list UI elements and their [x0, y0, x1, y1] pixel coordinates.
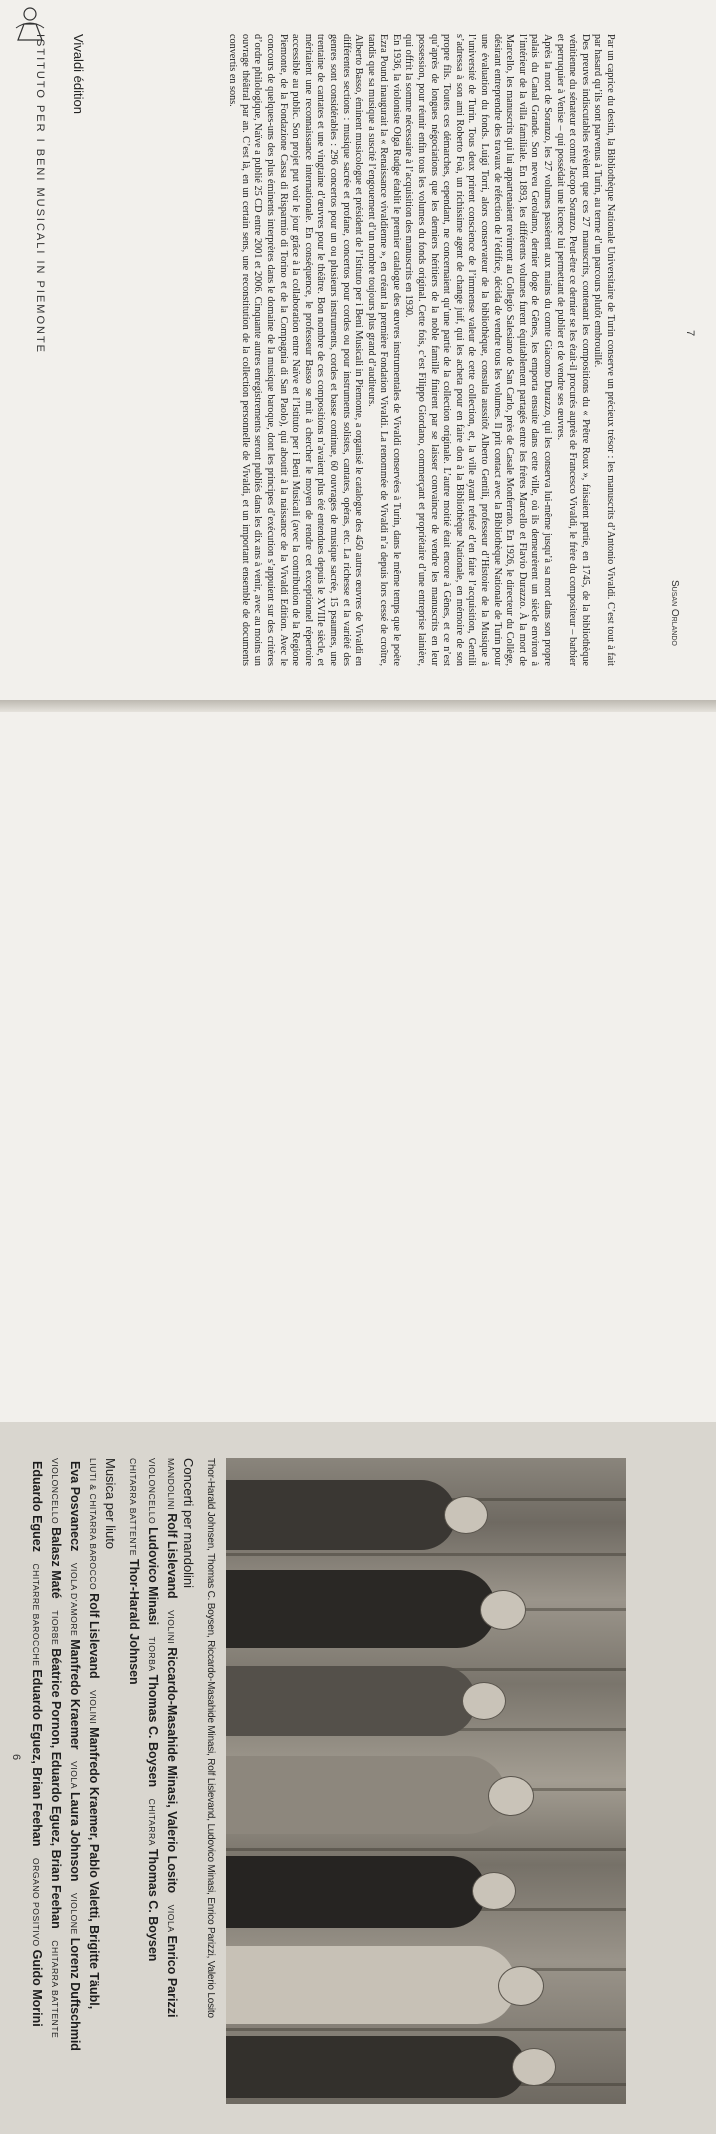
- section-title: Vivaldi édition: [71, 34, 86, 114]
- ensemble-photo: [226, 1458, 626, 2104]
- performer-name: Thomas C. Boysen: [146, 1848, 160, 1962]
- performer-name: Laura Johnson: [68, 1791, 82, 1882]
- page-6: [0, 712, 716, 2051]
- paragraph: Par un caprice du destin, la Bibliothèque Nationale Universitaire de Turin conserve un précieux trésor : les manuscrits d’Antonio Vivaldi. C’est tout à fait par hasard qu’ils sont parvenus à Turin, au terme d’un parcours plutôt embrouillé.: [592, 34, 616, 666]
- section-heading: Musica per liuto: [103, 1458, 118, 1550]
- role-label: LIUTI & CHITARRA BAROCCO: [88, 1458, 98, 1591]
- musician-head: [444, 1496, 488, 1534]
- performer-name: Thomas C. Boysen: [146, 1674, 160, 1788]
- performer-name: Rolf Lislevand: [165, 1513, 179, 1599]
- paragraph: Alberto Basso, éminent musicologue et président de l’Istituto per i Beni Musicali in Piemonte, a organisé le catalogue des 450 autres œuvres de Vivaldi en différentes sections : musique sacrée et profane, concertos pour cordes ou pour instruments solistes, cantates, opéras, etc. La richesse et la variété des genres sont considérables : 296 concertos pour un ou plusieurs instruments, cordes et basse continue, 60 ouvrages de musique sacrée, 15 psaumes, une trentaine de cantates et une vingtaine d’œuvres pour le théâtre. Bon nombre de ces compositions n’avaient plus été entendues depuis le XVIIIe siècle, et méritaient une reconnaissance internationale. En conséquence, le professeur Basso se mit à chercher le moyen de rendre cet exceptionnel répertoire accessible au public. Son projet put voir le jour grâce à la collaboration entre Naïve et l’Istituto per i Beni Musicali (avec la contribution de la Regione Piemonte, de la Fondazione Cassa di Risparmio di Torino et de la Compagnia di San Paolo), qui aboutit à la naissance de la Vivaldi Edition. Avec le concours de quelques-uns des plus éminents interprètes dans le domaine de la musique baroque, dont les principes d’exécution s’appuient sur des critères d’ordre philologique, Naïve a publié 25 CD entre 2001 et 2006. Cinquante autres enregistrements seront publiés dans les dix ans à venir, avec au moins un ouvrage théâtral par an. C’est là, en un certain sens, une reconstitution de la collection personnelle de Vivaldi, et un important ensemble de documents convertis en sons.: [227, 34, 365, 666]
- musician-head: [462, 1682, 506, 1720]
- role-label: VIOLA: [166, 1904, 176, 1933]
- musician-figure: [226, 1756, 506, 1834]
- performer-name: Manfredo Kraemer: [68, 1639, 82, 1750]
- paragraph: Après la mort de Soranzo, les 27 volumes passèrent aux mains du comte Giacomo Durazzo, qui les conserva lui-même jusqu’à sa mort dans son propre palais du Canal Grande. Son neveu Gerolamo, dernier doge de Gênes, les emporta ensuite dans cette ville, où ils demeurèrent un siècle environ à l’intérieur de la villa familiale. En 1893, les différents volumes furent équitablement partagés entre les frères Marcello et Flavio Durazzo. À la mort de Marcello, les manuscrits qui lui appartenaient revinrent au Collegio Salesiano de San Carlo, près de Casale Monferrato. En 1926, le directeur du Collège, désirant entreprendre des travaux de réfection de l’édifice, décida de vendre tous les volumes. Il prit contact avec la Bibliothèque Nationale de Turin pour une évaluation du fonds. Luigi Torri, alors conservateur de la bibliothèque, consulta aussitôt Alberto Gentili, professeur d’Histoire de la Musique à l’université de Turin. Tous deux prirent conscience de l’immense valeur de cette collection, et, la ville ayant refusé d’en faire l’acquisition, Gentili s’adressa à son ami Roberto Foà, un richissime agent de change juif, qui les acheta pour en faire don à la Bibliothèque Nationale, en mémoire de son propre fils. Toutes ces démarches, cependant, ne concernaient qu’une partie de la collection originale. L’autre moitié était encore à Gênes, et ce n’est qu’après de longues négociations que les derniers héritiers de la noble famille finirent par se laisser convaincre de vendre les manuscrits en leur possession, pour réunir enfin tous les volumes du fonds original. Cette fois, c’est Filippo Giordano, commerçant et propriétaire d’une entreprise lainière, qui offrit la somme nécessaire à l’acquisition des manuscrits en 1930.: [403, 34, 554, 666]
- role-label: VIOLINI: [88, 1690, 98, 1725]
- author-signature: Susan Orlando: [669, 580, 680, 646]
- credit-line: [46, 1458, 65, 2104]
- photo-caption: Thor-Harald Johnsen, Thomas C. Boysen, Riccardo-Masahide Minasi, Rolf Lislevand, Ludovico Minasi, Enrico Parizzi, Valerio Losito: [205, 1458, 216, 2018]
- role-label: MANDOLINI: [166, 1458, 176, 1511]
- role-label: CHITARRA: [147, 1798, 157, 1846]
- page-7-rotated-content: [0, 0, 716, 700]
- role-label: TIORBA: [147, 1636, 157, 1672]
- performer-name: Manfredo Kraemer, Pablo Valetti, Brigitte Täubl,: [87, 1727, 101, 2010]
- role-label: CHITARRA BATTENTE: [128, 1458, 138, 1556]
- role-label: VIOLONCELLO: [147, 1458, 157, 1525]
- musician-figure: [226, 1946, 516, 2024]
- institute-header: ISTITUTO PER I BENI MUSICALI IN PIEMONTE: [34, 34, 46, 354]
- emblem-icon: [12, 2, 48, 42]
- page-number: 7: [684, 330, 696, 337]
- musician-figure: [226, 1856, 486, 1928]
- page-gutter: [0, 700, 716, 712]
- credit-line: [124, 1458, 143, 2104]
- musician-head: [472, 1872, 516, 1910]
- paragraph: Des preuves indiscutables révèlent que ces 27 manuscrits, contenant les compositions du « Prêtre Roux », faisaient partie, en 1745, de la bibliothèque vénitienne du sénateur et comte Jacopo Soranzo. Peut-être ce dernier se les était-il procurés auprès de Francesco Vivaldi, le frère du compositeur – barbier et perruquier à Venise – qui possédait une licence lui permettant de publier et de vendre ses œuvres.: [554, 34, 591, 666]
- paragraph: En 1936, la violoniste Olga Rudge établit le premier catalogue des œuvres instrumentales de Vivaldi conservées à Turin, dans le même temps que le poète Ezra Pound inaugurait la « Renaissance vivaldienne », en créant la première Fondation Vivaldi. La renommée de Vivaldi n’a depuis lors cessé de croître, tandis que sa musique a suscité l’engouement d’un nombre toujours plus grand d’auditeurs.: [365, 34, 402, 666]
- role-label: CHITARRE BAROCCHE: [31, 1563, 41, 1667]
- page-6-rotated-content: [0, 1424, 716, 2134]
- performer-name: Lorenz Duftschmid: [68, 1937, 82, 2051]
- credit-line: [84, 1458, 103, 2104]
- credit-line: [162, 1458, 181, 2104]
- role-label: VIOLA: [69, 1761, 79, 1789]
- article-body: [91, 34, 616, 666]
- credit-line: [65, 1458, 84, 2104]
- performer-name: Eduardo Eguez, Brian Feehan: [30, 1669, 44, 1847]
- performer-name: Enrico Parizzi: [165, 1935, 179, 2018]
- performer-name: Béatrice Pornon, Eduardo Eguez, Brian Feehan: [49, 1648, 63, 1929]
- role-label: VIOLINI: [166, 1610, 176, 1645]
- musician-figure: [226, 1570, 496, 1648]
- section-heading: Concerti per mandolini: [181, 1458, 196, 1589]
- performer-name: Thor-Harald Johnsen: [127, 1558, 141, 1685]
- role-label: VIOLA D’AMORE: [69, 1562, 79, 1637]
- musician-figure: [226, 2036, 526, 2098]
- page-7: [0, 0, 716, 700]
- role-label: TIORBE: [50, 1610, 60, 1646]
- musician-head: [512, 2048, 556, 2086]
- role-label: CHITARRA BATTENTE: [50, 1940, 60, 2039]
- musician-head: [480, 1590, 526, 1630]
- musician-figure: [226, 1666, 476, 1736]
- musician-figure: [226, 1480, 456, 1550]
- performer-name: Rolf Lislevand: [87, 1593, 101, 1679]
- page-number: 6: [10, 1754, 22, 1761]
- musician-head: [498, 1966, 544, 2006]
- credit-line: [143, 1458, 162, 2104]
- musician-head: [488, 1776, 534, 1816]
- credit-line: [27, 1458, 46, 2104]
- performer-name: Eduardo Eguez: [30, 1461, 44, 1552]
- performer-name: Riccardo-Masahide Minasi, Valerio Losito: [165, 1647, 179, 1894]
- performer-name: Guido Morini: [30, 1949, 44, 2027]
- role-label: ORGANO POSITIVO: [31, 1857, 41, 1947]
- performer-name: Ludovico Minasi: [146, 1527, 160, 1626]
- performer-name: Eva Posvanecz: [68, 1461, 82, 1552]
- performer-name: Balasz Maté: [49, 1527, 63, 1599]
- role-label: VIOLONCELLO: [50, 1458, 60, 1525]
- performer-credits: [27, 1458, 196, 2104]
- role-label: VIOLONE: [69, 1893, 79, 1935]
